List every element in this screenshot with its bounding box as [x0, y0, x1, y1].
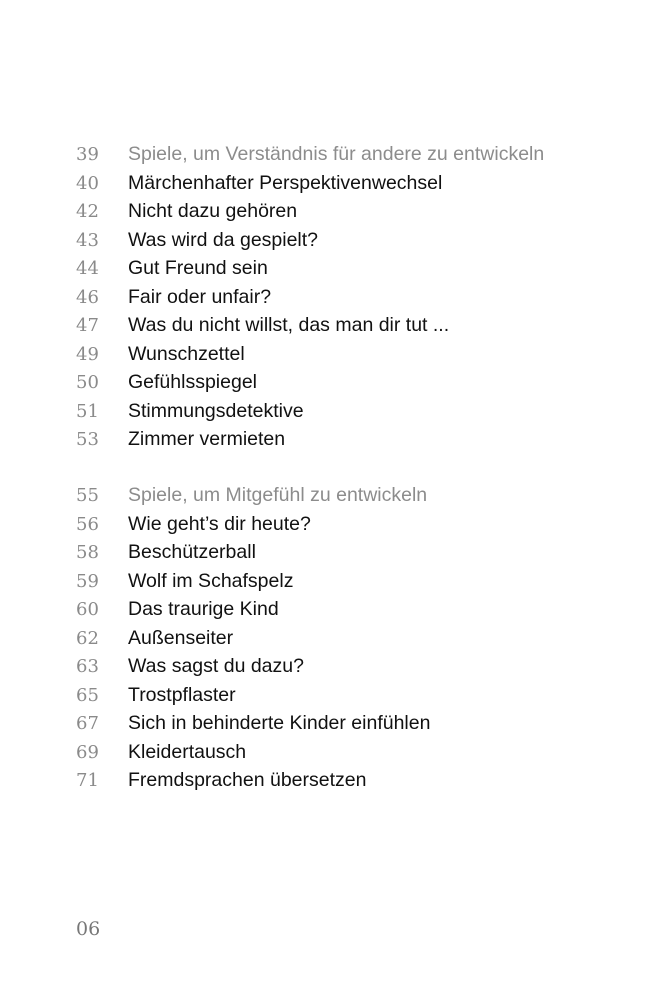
- toc-entry: [76, 226, 636, 255]
- toc-entry: [76, 254, 636, 283]
- entry-title: Wunschzettel: [128, 342, 245, 365]
- page-number: 50: [76, 372, 99, 393]
- toc-entry: [76, 595, 636, 624]
- toc-entry: [76, 709, 636, 738]
- toc-entry: [76, 766, 636, 795]
- page-number: 42: [76, 201, 99, 222]
- page-number: 39: [76, 144, 99, 165]
- toc-section-understanding: [76, 140, 636, 454]
- entry-title: Was wird da gespielt?: [128, 228, 319, 251]
- toc-entry: [76, 425, 636, 454]
- page-number: 65: [76, 684, 99, 706]
- entry-title: Was du nicht willst, das man dir tut ...: [128, 314, 450, 336]
- entry-title: Wie geht’s dir heute?: [128, 512, 311, 535]
- entry-title: Stimmungsdetektive: [128, 399, 304, 422]
- page-number: 56: [76, 513, 99, 535]
- page-number: 59: [76, 570, 99, 592]
- page-number: 55: [76, 485, 99, 506]
- toc-entry: [76, 368, 636, 397]
- page-number: 58: [76, 542, 99, 563]
- toc-entry: [76, 510, 636, 539]
- entry-title: Das traurige Kind: [128, 598, 279, 620]
- page-number: 71: [76, 770, 99, 791]
- page-number: 62: [76, 627, 99, 649]
- entry-title: Beschützerball: [128, 541, 256, 563]
- page-number: 44: [76, 258, 99, 279]
- toc-entry: [76, 681, 636, 710]
- section-heading-title: Spiele, um Verständnis für andere zu entwickeln: [128, 143, 545, 165]
- toc-entry: [76, 738, 636, 767]
- toc-entry: [76, 311, 636, 340]
- page-number: 49: [76, 343, 99, 365]
- toc-entry: [76, 624, 636, 653]
- toc-entry: [76, 169, 636, 198]
- entry-title: Kleidertausch: [128, 740, 247, 763]
- page-number: 63: [76, 656, 99, 677]
- entry-title: Gefühlsspiegel: [128, 371, 257, 393]
- toc-entry: [76, 538, 636, 567]
- toc-entry: [76, 397, 636, 426]
- page-number: 60: [76, 599, 99, 620]
- page-number: 69: [76, 741, 99, 763]
- page-folio: 06: [76, 918, 101, 940]
- page-number: 43: [76, 229, 99, 251]
- entry-title: Gut Freund sein: [128, 257, 268, 279]
- entry-title: Nicht dazu gehören: [128, 200, 298, 222]
- section-heading: [76, 140, 636, 169]
- toc-entry: [76, 197, 636, 226]
- entry-title: Außenseiter: [128, 626, 234, 649]
- section-heading-title: Spiele, um Mitgefühl zu entwickeln: [128, 484, 428, 506]
- toc-section-empathy: [76, 481, 636, 795]
- section-heading: [76, 481, 636, 510]
- page-number: 46: [76, 286, 99, 308]
- page-number: 51: [76, 400, 99, 422]
- toc-entry: [76, 283, 636, 312]
- page-number: 40: [76, 172, 99, 194]
- entry-title: Märchenhafter Perspektivenwechsel: [128, 171, 443, 194]
- entry-title: Trostpflaster: [128, 683, 236, 706]
- entry-title: Was sagst du dazu?: [128, 655, 304, 677]
- entry-title: Zimmer vermieten: [128, 428, 286, 450]
- entry-title: Wolf im Schafspelz: [128, 569, 294, 592]
- toc-entry: [76, 567, 636, 596]
- page-number: 53: [76, 429, 99, 450]
- toc-entry: [76, 340, 636, 369]
- entry-title: Fair oder unfair?: [128, 285, 272, 308]
- page-number: 47: [76, 315, 99, 336]
- entry-title: Sich in behinderte Kinder einfühlen: [128, 712, 431, 734]
- page-number: 67: [76, 713, 99, 734]
- entry-title: Fremdsprachen übersetzen: [128, 769, 367, 791]
- toc-entry: [76, 652, 636, 681]
